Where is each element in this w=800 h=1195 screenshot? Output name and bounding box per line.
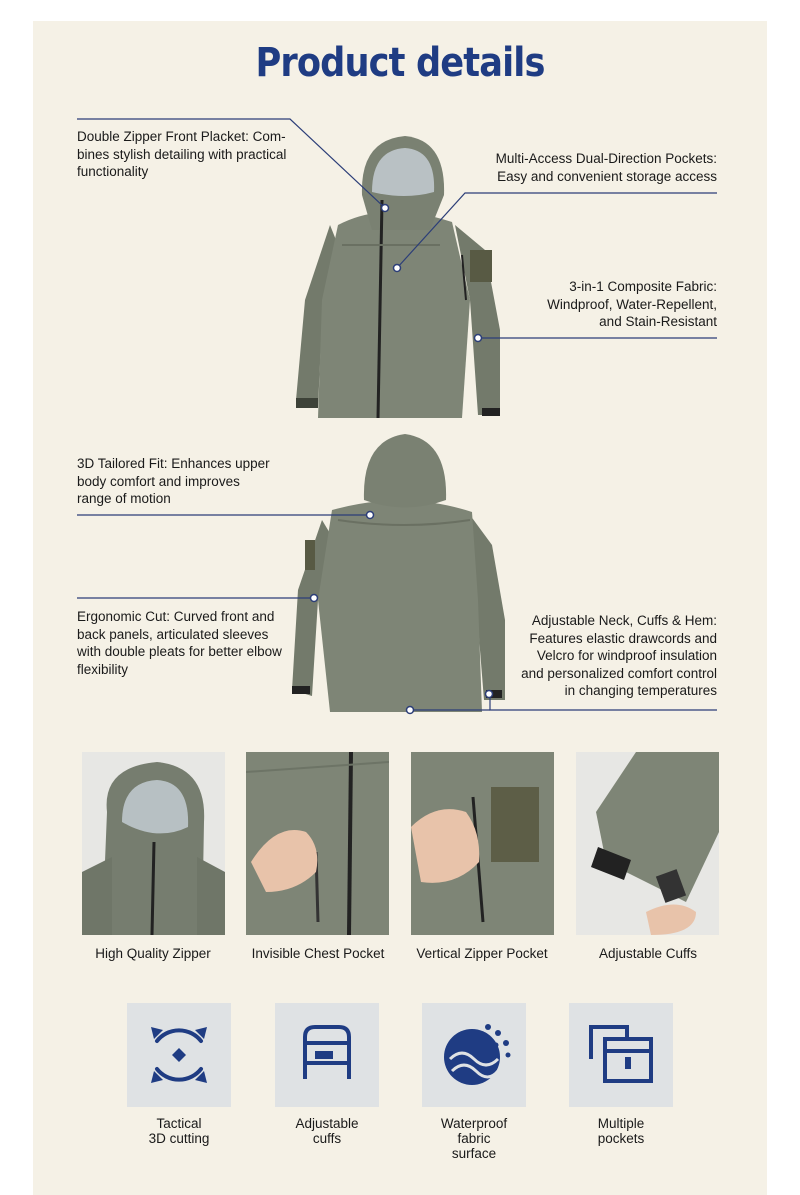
feature-label-zipper: High Quality Zipper <box>95 946 211 961</box>
feature-photo-cuffs <box>576 752 719 935</box>
feature-photo-chest-pocket <box>246 752 389 935</box>
icon-box-waterproof <box>422 1003 526 1107</box>
callout-ergonomic-cut: Ergonomic Cut: Curved front and back panels, articulated sleeves with double pleats for better elbow flexibility <box>77 609 282 677</box>
callout-composite-fabric: 3-in-1 Composite Fabric: Windproof, Water-Repellent, and Stain-Resistant <box>547 279 717 329</box>
icon-label-tactical: Tactical 3D cutting <box>148 1116 210 1146</box>
feature-label-cuffs: Adjustable Cuffs <box>598 946 698 961</box>
feature-label-chest-pocket: Invisible Chest Pocket <box>251 946 385 961</box>
back-jacket-image <box>292 434 505 712</box>
waterproof-fabric-icon <box>422 1003 526 1107</box>
icon-label-pockets: Multiple pockets <box>597 1116 645 1146</box>
icon-label-cuffs: Adjustable cuffs <box>295 1116 359 1146</box>
icon-box-cuffs <box>275 1003 379 1107</box>
page-title: Product details <box>255 40 545 86</box>
icon-label-waterproof: Waterproof fabric surface <box>440 1116 508 1161</box>
feature-photo-zipper-pocket <box>411 752 554 935</box>
callout-dual-direction-pockets: Multi-Access Dual-Direction Pockets: Easy and convenient storage access <box>495 151 717 184</box>
callout-tailored-fit: 3D Tailored Fit: Enhances upper body comfort and improves range of motion <box>77 456 270 506</box>
feature-label-zipper-pocket: Vertical Zipper Pocket <box>416 946 548 961</box>
icon-box-pockets <box>569 1003 673 1107</box>
adjustable-cuffs-icon <box>275 1003 379 1107</box>
icon-box-tactical <box>127 1003 231 1107</box>
callout-adjustable-neck-cuffs-hem: Adjustable Neck, Cuffs & Hem: Features elastic drawcords and Velcro for windproof insulation and personalized comfort control in changing temperatures <box>521 613 717 698</box>
feature-photo-zipper <box>82 752 225 935</box>
tactical-cutting-icon <box>127 1003 231 1107</box>
callout-double-zipper: Double Zipper Front Placket: Com- bines stylish detailing with practical functionality <box>77 129 287 179</box>
multiple-pockets-icon <box>569 1003 673 1107</box>
